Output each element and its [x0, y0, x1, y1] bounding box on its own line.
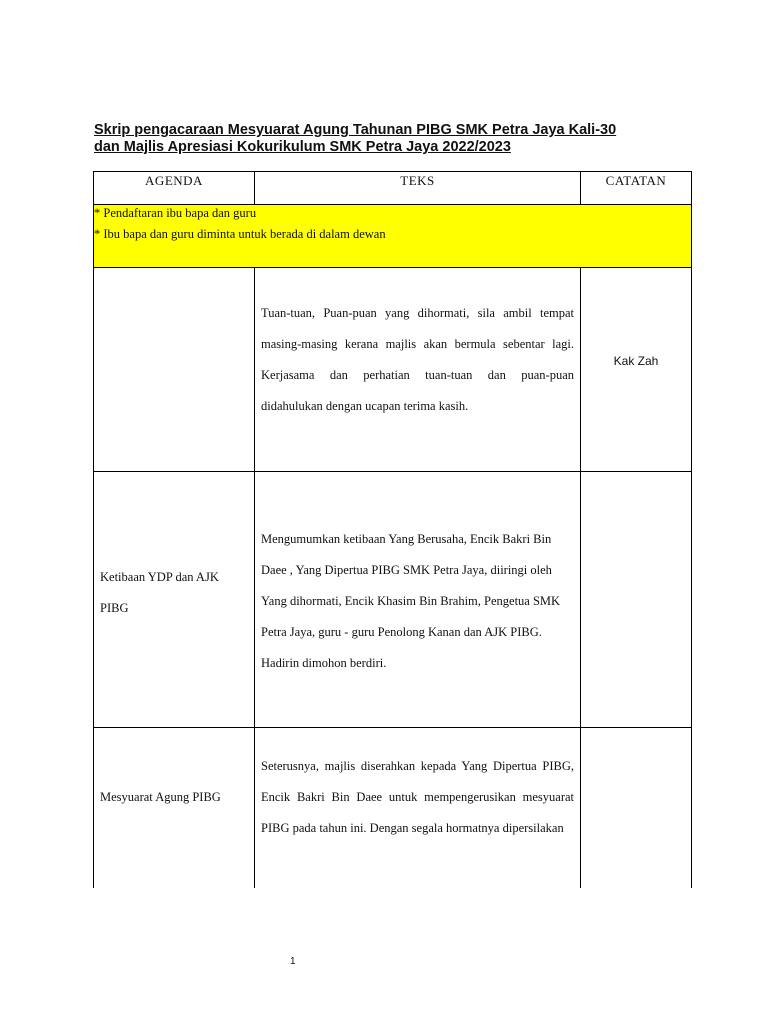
teks-cell — [255, 268, 581, 472]
script-table — [93, 171, 692, 888]
table-row — [94, 268, 692, 472]
highlight-row — [94, 205, 692, 268]
table-header-row — [94, 172, 692, 205]
agenda-cell — [94, 268, 255, 472]
teks-text: Mengumumkan ketibaan Yang Berusaha, Encik Bakri Bin Daee , Yang Dipertua PIBG SMK Petra Jaya, diiringi oleh Yang dihormati, Encik Khasim Bin Brahim, Pengetua SMK Petra Jaya, guru - guru Penolong Kanan dan AJK PIBG. Hadirin dimohon berdiri. — [261, 532, 561, 670]
header-teks: TEKS — [255, 172, 581, 205]
table-row — [94, 472, 692, 728]
catatan-cell — [581, 472, 692, 728]
teks-text: Tuan-tuan, Puan-puan yang dihormati, sila ambil tempat masing-masing kerana majlis akan bermula sebentar lagi. Kerjasama dan perhatian tuan-tuan dan puan-puan didahulukan dengan ucapan terima kasih. — [261, 306, 574, 413]
header-catatan: CATATAN — [581, 172, 692, 205]
catatan-text: Kak Zah — [613, 354, 659, 368]
document-title — [94, 122, 694, 156]
teks-cell — [255, 472, 581, 728]
table-row — [94, 728, 692, 889]
highlight-cell — [94, 205, 692, 268]
title-line-1: Skrip pengacaraan Mesyuarat Agung Tahunan PIBG SMK Petra Jaya Kali-30 — [94, 122, 617, 138]
catatan-cell — [581, 728, 692, 889]
page-number: 1 — [290, 956, 296, 967]
catatan-cell — [581, 268, 692, 472]
agenda-cell — [94, 728, 255, 889]
header-agenda: AGENDA — [94, 172, 255, 205]
teks-text: Seterusnya, majlis diserahkan kepada Yang Dipertua PIBG, Encik Bakri Bin Daee untuk mempengerusikan mesyuarat PIBG pada tahun ini. Dengan segala hormatnya dipersilakan — [261, 759, 574, 835]
agenda-text: Mesyuarat Agung PIBG — [100, 790, 221, 804]
agenda-cell — [94, 472, 255, 728]
agenda-text: Ketibaan YDP dan AJK PIBG — [100, 570, 219, 615]
highlight-line-1: * Pendaftaran ibu bapa dan guru — [94, 206, 257, 220]
title-line-2: dan Majlis Apresiasi Kokurikulum SMK Petra Jaya 2022/2023 — [94, 139, 511, 155]
teks-cell — [255, 728, 581, 889]
highlight-line-2: * Ibu bapa dan guru diminta untuk berada di dalam dewan — [94, 227, 386, 241]
